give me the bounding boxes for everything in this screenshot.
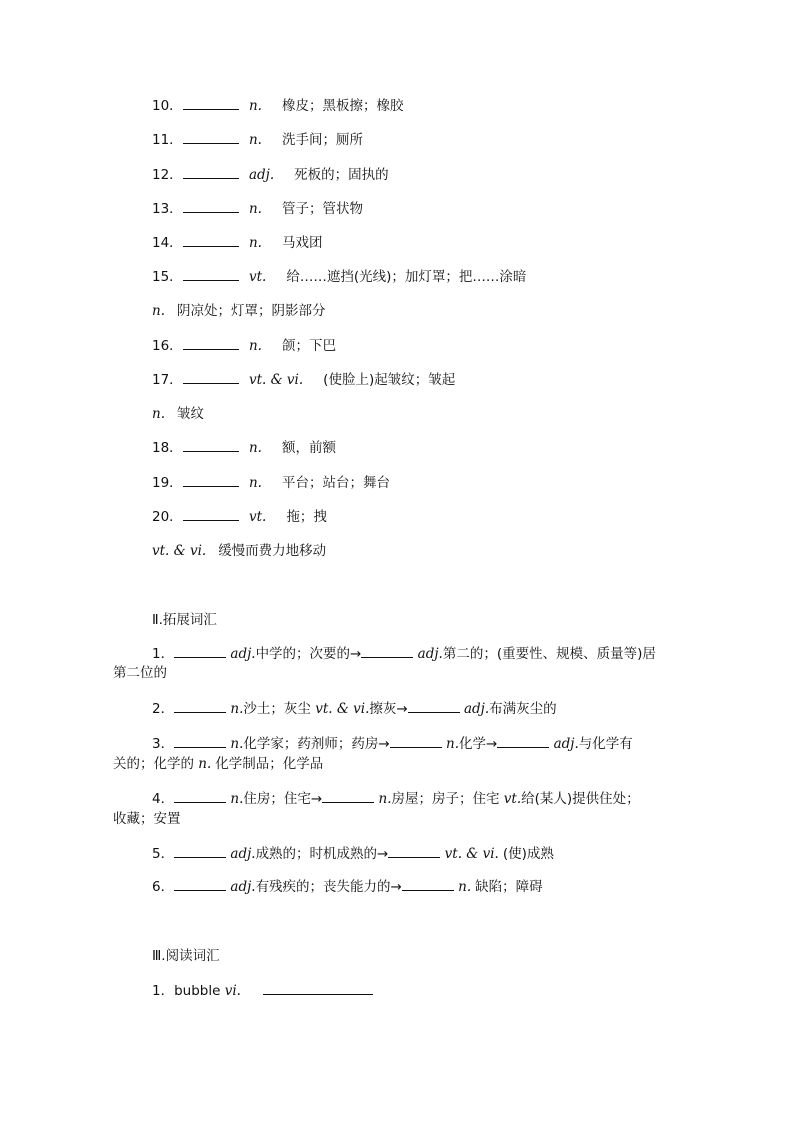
meaning: 缓慢而费力地移动 xyxy=(218,543,327,559)
meaning: 皱纹 xyxy=(177,406,204,422)
part-of-speech: vt. xyxy=(503,791,522,807)
item-number: 20． xyxy=(152,509,183,525)
part-of-speech: n. xyxy=(248,201,262,217)
vocab-item-11 xyxy=(152,131,363,149)
part-of-speech: vt. xyxy=(248,509,267,525)
section-heading-reading-vocab: Ⅲ.阅读词汇 xyxy=(152,948,220,964)
part-of-speech: vt. & vi. xyxy=(315,701,370,717)
answer-blank[interactable] xyxy=(388,845,440,858)
answer-blank[interactable] xyxy=(183,131,239,144)
part-of-speech: n. xyxy=(446,736,459,752)
answer-blank[interactable] xyxy=(402,878,454,891)
meaning: 住房；住宅→ xyxy=(243,791,323,807)
part-of-speech: vt. & vi. xyxy=(248,372,304,388)
part-of-speech: n. xyxy=(230,791,244,807)
meaning: (使)成熟 xyxy=(502,846,554,862)
part-of-speech: n. xyxy=(152,406,165,422)
part-of-speech: n. xyxy=(378,791,392,807)
answer-blank[interactable] xyxy=(174,645,226,658)
part-of-speech: n. xyxy=(248,440,262,456)
item-number: 4． xyxy=(152,791,175,807)
meaning: 房屋；房子；住宅 xyxy=(391,791,504,807)
word: bubble xyxy=(174,983,225,999)
item-number: 1． xyxy=(152,983,175,999)
meaning: 给……遮挡(光线)；加灯罩；把……涂暗 xyxy=(286,269,527,285)
item-number: 3． xyxy=(152,736,175,752)
part-of-speech: adj. xyxy=(230,646,256,662)
answer-blank[interactable] xyxy=(322,790,374,803)
extended-item-5 xyxy=(152,845,554,863)
part-of-speech: n. xyxy=(248,475,262,491)
answer-blank[interactable] xyxy=(183,200,239,213)
extended-item-4 xyxy=(152,790,640,808)
meaning: 洗手间；厕所 xyxy=(281,132,363,148)
part-of-speech: vt. xyxy=(248,269,267,285)
meaning: 化学→ xyxy=(459,736,498,752)
meaning: 有残疾的；丧失能力的→ xyxy=(255,879,402,895)
part-of-speech: vi. xyxy=(224,983,241,999)
part-of-speech: n. xyxy=(230,736,244,752)
vocab-item-19 xyxy=(152,474,390,492)
reading-item-1 xyxy=(152,982,373,1000)
meaning: 第二的；(重要性、规模、质量等)居 xyxy=(442,646,656,662)
item-number: 1． xyxy=(152,646,175,662)
vocab-item-15 xyxy=(152,268,526,286)
meaning: 化学制品；化学品 xyxy=(215,756,324,772)
part-of-speech: adj. xyxy=(553,736,579,752)
meaning: 死板的；固执的 xyxy=(294,167,389,183)
meaning: 额，前额 xyxy=(281,440,336,456)
answer-blank[interactable] xyxy=(183,268,239,281)
part-of-speech: n. xyxy=(248,235,262,251)
extended-item-2 xyxy=(152,700,557,718)
item-number: 16． xyxy=(152,338,183,354)
item-number: 6． xyxy=(152,879,175,895)
meaning: (使脸上)起皱纹；皱起 xyxy=(323,372,456,388)
vocab-item-12 xyxy=(152,166,389,184)
extended-item-3-continued xyxy=(113,755,323,773)
meaning: 马戏团 xyxy=(281,235,323,251)
meaning: 缺陷；障碍 xyxy=(475,879,543,895)
part-of-speech: n. xyxy=(248,132,262,148)
vocab-item-17 xyxy=(152,371,455,389)
vocab-item-13 xyxy=(152,200,363,218)
meaning: 拖；拽 xyxy=(286,509,327,525)
vocab-item-10 xyxy=(152,97,403,115)
vocab-item-20 xyxy=(152,508,327,526)
meaning: 布满灰尘的 xyxy=(489,701,557,717)
part-of-speech: adj. xyxy=(248,167,275,183)
vocab-item-14 xyxy=(152,234,322,252)
meaning: 阴凉处；灯罩；阴影部分 xyxy=(177,303,326,319)
part-of-speech: n. xyxy=(458,879,472,895)
item-number: 18． xyxy=(152,440,183,456)
meaning: 化学家；药剂师；药房→ xyxy=(243,736,390,752)
part-of-speech: n. xyxy=(198,756,212,772)
extended-item-6 xyxy=(152,878,543,896)
answer-blank[interactable] xyxy=(183,166,239,179)
extended-item-4-continued: 收藏；安置 xyxy=(113,811,181,827)
meaning: 中学的；次要的→ xyxy=(255,646,362,662)
part-of-speech: n. xyxy=(248,98,262,114)
answer-blank[interactable] xyxy=(361,645,413,658)
part-of-speech: n. xyxy=(230,701,244,717)
answer-blank[interactable] xyxy=(408,700,460,713)
extended-item-3 xyxy=(152,735,633,753)
part-of-speech: vt. & vi. xyxy=(152,543,207,559)
meaning: 关的；化学的 xyxy=(113,756,199,772)
meaning: 橡皮；黑板擦；橡胶 xyxy=(281,98,404,114)
answer-blank[interactable] xyxy=(174,790,226,803)
item-number: 17． xyxy=(152,372,183,388)
item-number: 11． xyxy=(152,132,183,148)
extended-item-1 xyxy=(152,645,656,663)
item-number: 15． xyxy=(152,269,183,285)
meaning: 与化学有 xyxy=(578,736,633,752)
part-of-speech: n. xyxy=(152,303,165,319)
answer-blank[interactable] xyxy=(497,735,549,748)
answer-blank[interactable] xyxy=(183,337,239,350)
answer-blank[interactable] xyxy=(390,735,442,748)
vocab-item-18 xyxy=(152,439,336,457)
part-of-speech: adj. xyxy=(463,701,490,717)
answer-blank[interactable] xyxy=(174,845,226,858)
answer-blank[interactable] xyxy=(174,735,226,748)
meaning: 管子；管状物 xyxy=(281,201,363,217)
item-number: 13． xyxy=(152,201,183,217)
item-number: 19． xyxy=(152,475,183,491)
meaning: 成熟的；时机成熟的→ xyxy=(255,846,389,862)
answer-blank[interactable] xyxy=(183,371,239,384)
part-of-speech: adj. xyxy=(230,846,256,862)
vocab-item-20-continued xyxy=(152,542,326,560)
part-of-speech: adj. xyxy=(230,879,256,895)
item-number: 5． xyxy=(152,846,175,862)
meaning: 擦灰→ xyxy=(369,701,408,717)
vocab-item-17-continued xyxy=(152,405,204,423)
part-of-speech: vt. & vi. xyxy=(444,846,499,862)
meaning: 沙土；灰尘 xyxy=(243,701,316,717)
answer-blank[interactable] xyxy=(263,982,373,995)
meaning: 平台；站台；舞台 xyxy=(281,475,390,491)
item-number: 12． xyxy=(152,167,183,183)
part-of-speech: adj. xyxy=(417,646,443,662)
answer-blank[interactable] xyxy=(183,474,239,487)
item-number: 2． xyxy=(152,701,175,717)
answer-blank[interactable] xyxy=(174,700,226,713)
item-number: 10． xyxy=(152,98,183,114)
answer-blank[interactable] xyxy=(183,508,239,521)
extended-item-1-continued: 第二位的 xyxy=(113,665,167,681)
answer-blank[interactable] xyxy=(183,97,239,110)
meaning: 颌；下巴 xyxy=(281,338,336,354)
answer-blank[interactable] xyxy=(174,878,226,891)
section-heading-extended-vocab: Ⅱ.拓展词汇 xyxy=(152,612,217,628)
answer-blank[interactable] xyxy=(183,439,239,452)
vocab-item-15-continued xyxy=(152,302,326,320)
meaning: 给(某人)提供住处； xyxy=(521,791,640,807)
answer-blank[interactable] xyxy=(183,234,239,247)
item-number: 14． xyxy=(152,235,183,251)
part-of-speech: n. xyxy=(248,338,262,354)
vocab-item-16 xyxy=(152,337,336,355)
